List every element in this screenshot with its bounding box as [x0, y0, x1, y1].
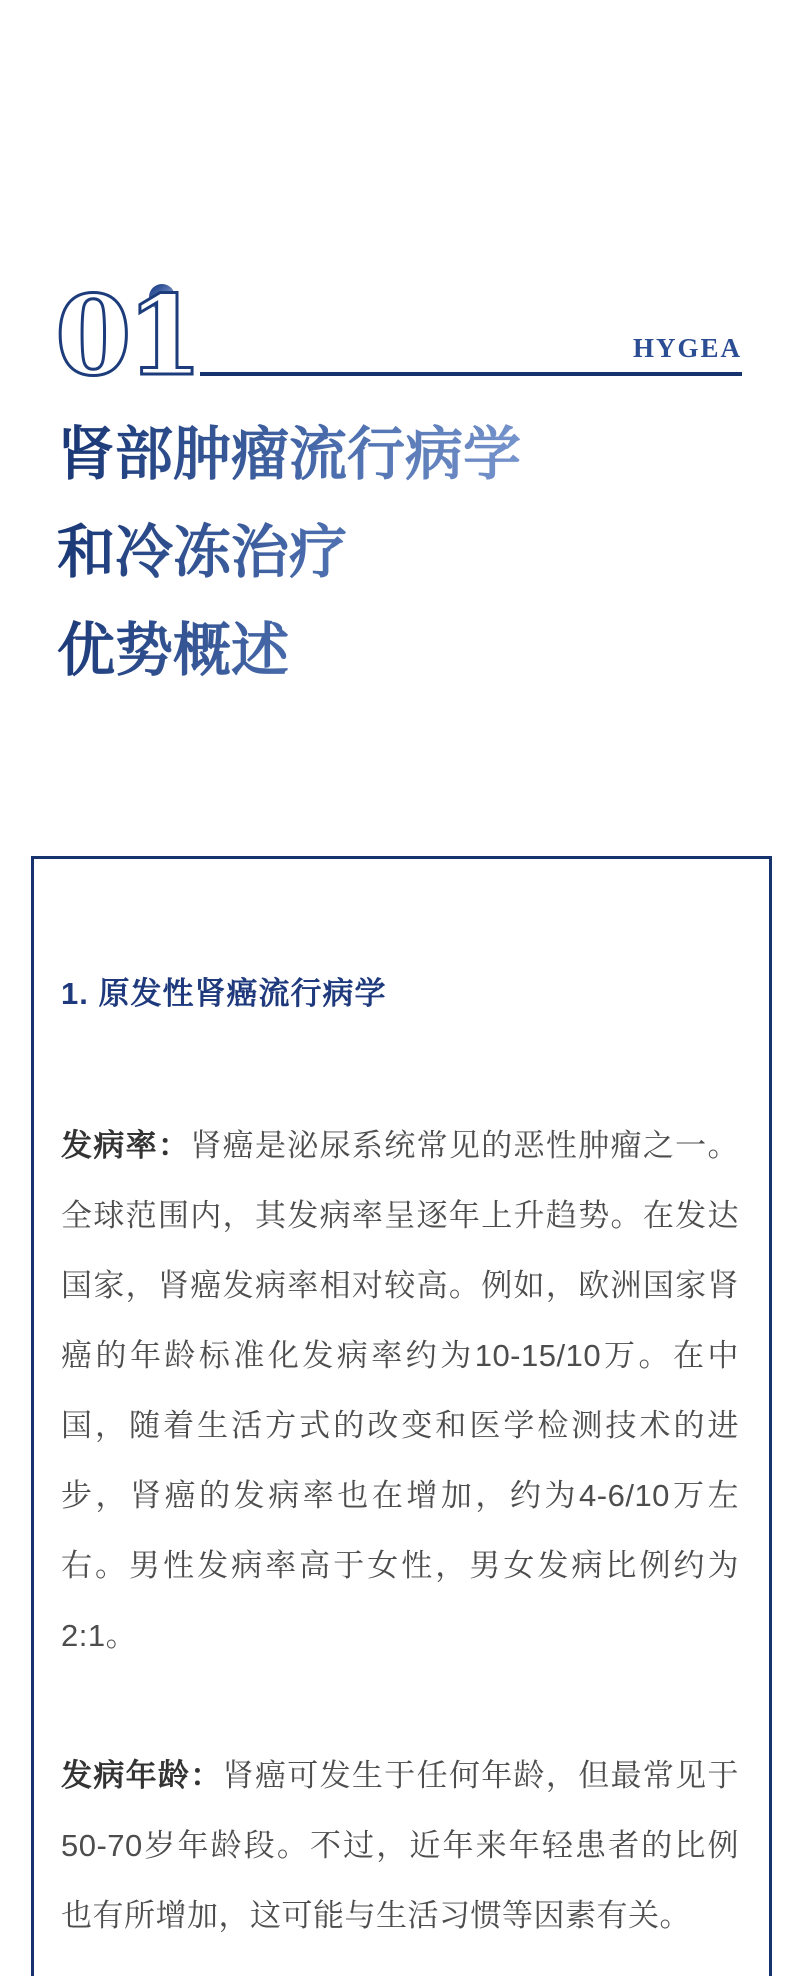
title-line-3: 优势概述: [57, 618, 290, 683]
main-title: [57, 406, 521, 700]
section-number: 01: [55, 271, 199, 400]
header-rule-divider: [200, 372, 742, 376]
title-line-1: 肾部肿瘤流行病学: [57, 422, 522, 487]
paragraph-onset-age-text: 肾癌可发生于任何年龄，但最常见于50-70岁年龄段。不过，近年来年轻患者的比例也有所增加，这可能与生活习惯等因素有关。: [61, 1758, 739, 1933]
paragraph-onset-age-label: 发病年龄：: [61, 1758, 223, 1793]
paragraph-onset-age: [61, 1741, 739, 1951]
paragraph-incidence-text: 肾癌是泌尿系统常见的恶性肿瘤之一。全球范围内，其发病率呈逐年上升趋势。在发达国家，肾癌发病率相对较高。例如，欧洲国家肾癌的年龄标准化发病率约为10-15/10万。在中国，随着生活方式的改变和医学检测技术的进步，肾癌的发病率也在增加，约为4-6/10万左右。男性发病率高于女性，男女发病比例约为2:1。: [61, 1128, 740, 1653]
title-line-2: 和冷冻治疗: [57, 520, 348, 585]
brand-logo: HYGEA: [632, 333, 742, 363]
content-card: [31, 856, 772, 1976]
paragraph-incidence: [61, 1111, 739, 1671]
paragraph-incidence-label: 发病率：: [61, 1128, 191, 1163]
card-heading: 1. 原发性肾癌流行病学: [61, 976, 387, 1011]
